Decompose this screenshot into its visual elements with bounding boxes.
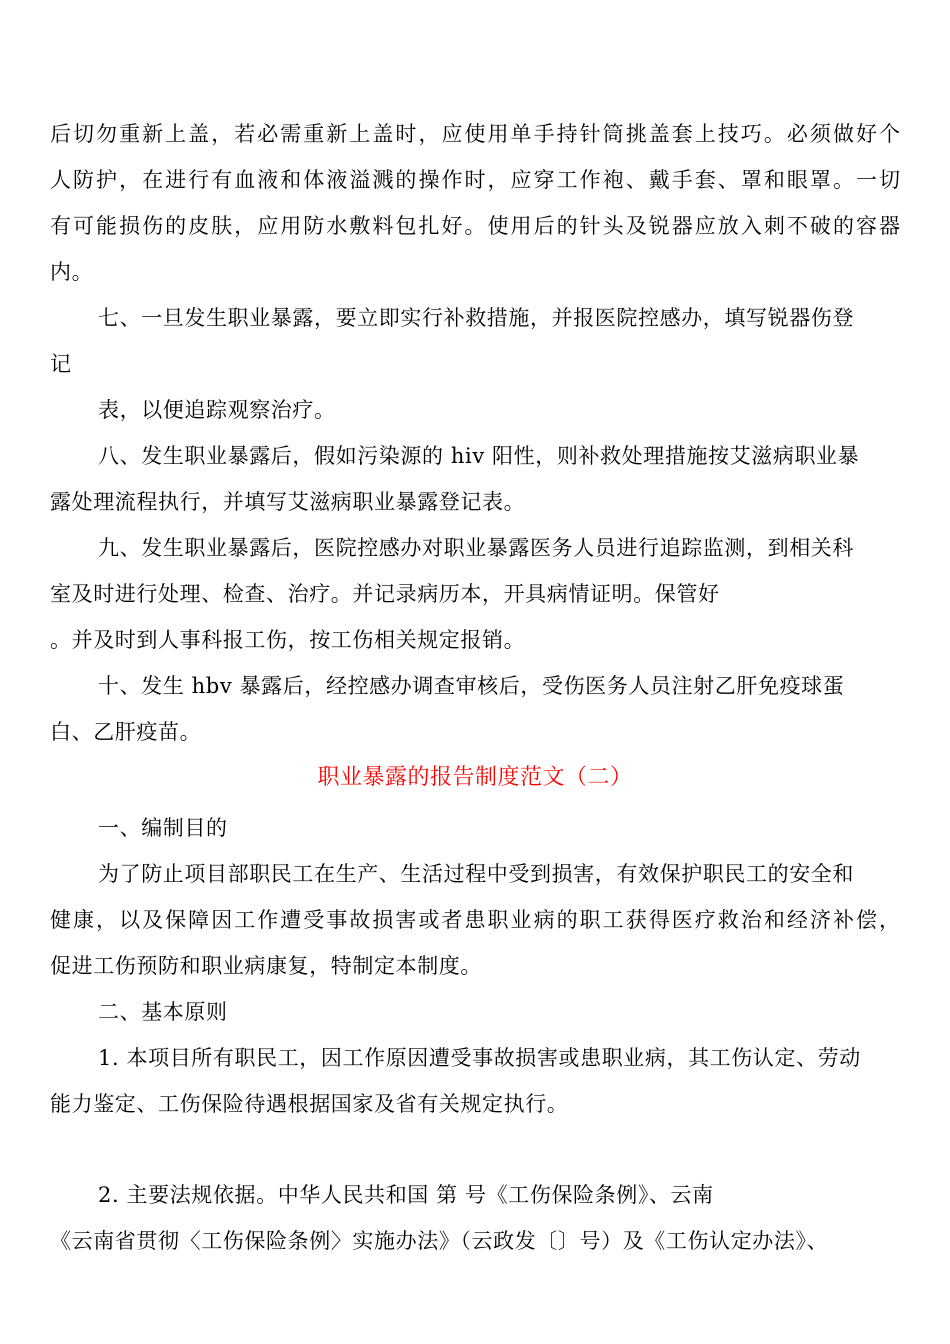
paragraph-line: 1. 本项目所有职民工，因工作原因遭受事故损害或患职业病，其工伤认定、劳动 xyxy=(98,1046,861,1070)
paragraph-line: 十、发生 hbv 暴露后，经控感办调查审核后，受伤医务人员注射乙肝免疫球蛋 xyxy=(98,674,845,698)
paragraph-line: 内。 xyxy=(50,260,94,284)
paragraph-line: 后切勿重新上盖，若必需重新上盖时，应使用单手持针筒挑盖套上技巧。必须做好个 xyxy=(50,122,900,146)
paragraph-line: 促进工伤预防和职业病康复，特制定本制度。 xyxy=(50,954,482,978)
paragraph-line: 健康，以及保障因工作遭受事故损害或者患职业病的职工获得医疗救治和经济补偿， xyxy=(50,908,900,932)
paragraph-line: 人防护，在进行有血液和体液溢溅的操作时，应穿工作袍、戴手套、罩和眼罩。一切 xyxy=(50,168,900,192)
paragraph-line: 八、发生职业暴露后，假如污染源的 hiv 阳性，则补救处理措施按艾滋病职业暴 xyxy=(98,444,860,468)
paragraph-line: 。并及时到人事科报工伤，按工伤相关规定报销。 xyxy=(50,628,526,652)
paragraph-line: 为了防止项目部职民工在生产、生活过程中受到损害，有效保护职民工的安全和 xyxy=(98,862,854,886)
section-heading: 二、基本原则 xyxy=(98,1000,228,1024)
section-title: 职业暴露的报告制度范文（二） xyxy=(317,765,633,790)
paragraph-line: 能力鉴定、工伤保险待遇根据国家及省有关规定执行。 xyxy=(50,1092,569,1116)
paragraph-line: 《云南省贯彻〈工伤保险条例〉实施办法》（云政发〔〕号）及《工伤认定办法》、 xyxy=(50,1229,829,1253)
paragraph-line: 2. 主要法规依据。中华人民共和国 第 号《工伤保险条例》、云南 xyxy=(98,1183,714,1207)
paragraph-line: 露处理流程执行，并填写艾滋病职业暴露登记表。 xyxy=(50,490,526,514)
paragraph-line: 七、一旦发生职业暴露，要立即实行补救措施，并报医院控感办，填写锐器伤登 xyxy=(98,306,854,330)
paragraph-line: 室及时进行处理、检查、治疗。并记录病历本，开具病情证明。保管好 xyxy=(50,582,720,606)
paragraph-line: 白、乙肝疫苗。 xyxy=(50,720,202,744)
paragraph-line: 记 xyxy=(50,352,72,376)
section-heading: 一、编制目的 xyxy=(98,816,228,840)
paragraph-line: 表，以便追踪观察治疗。 xyxy=(98,398,336,422)
paragraph-line: 有可能损伤的皮肤，应用防水敷料包扎好。使用后的针头及锐器应放入刺不破的容器 xyxy=(50,214,900,238)
paragraph-line: 九、发生职业暴露后，医院控感办对职业暴露医务人员进行追踪监测，到相关科 xyxy=(98,536,854,560)
